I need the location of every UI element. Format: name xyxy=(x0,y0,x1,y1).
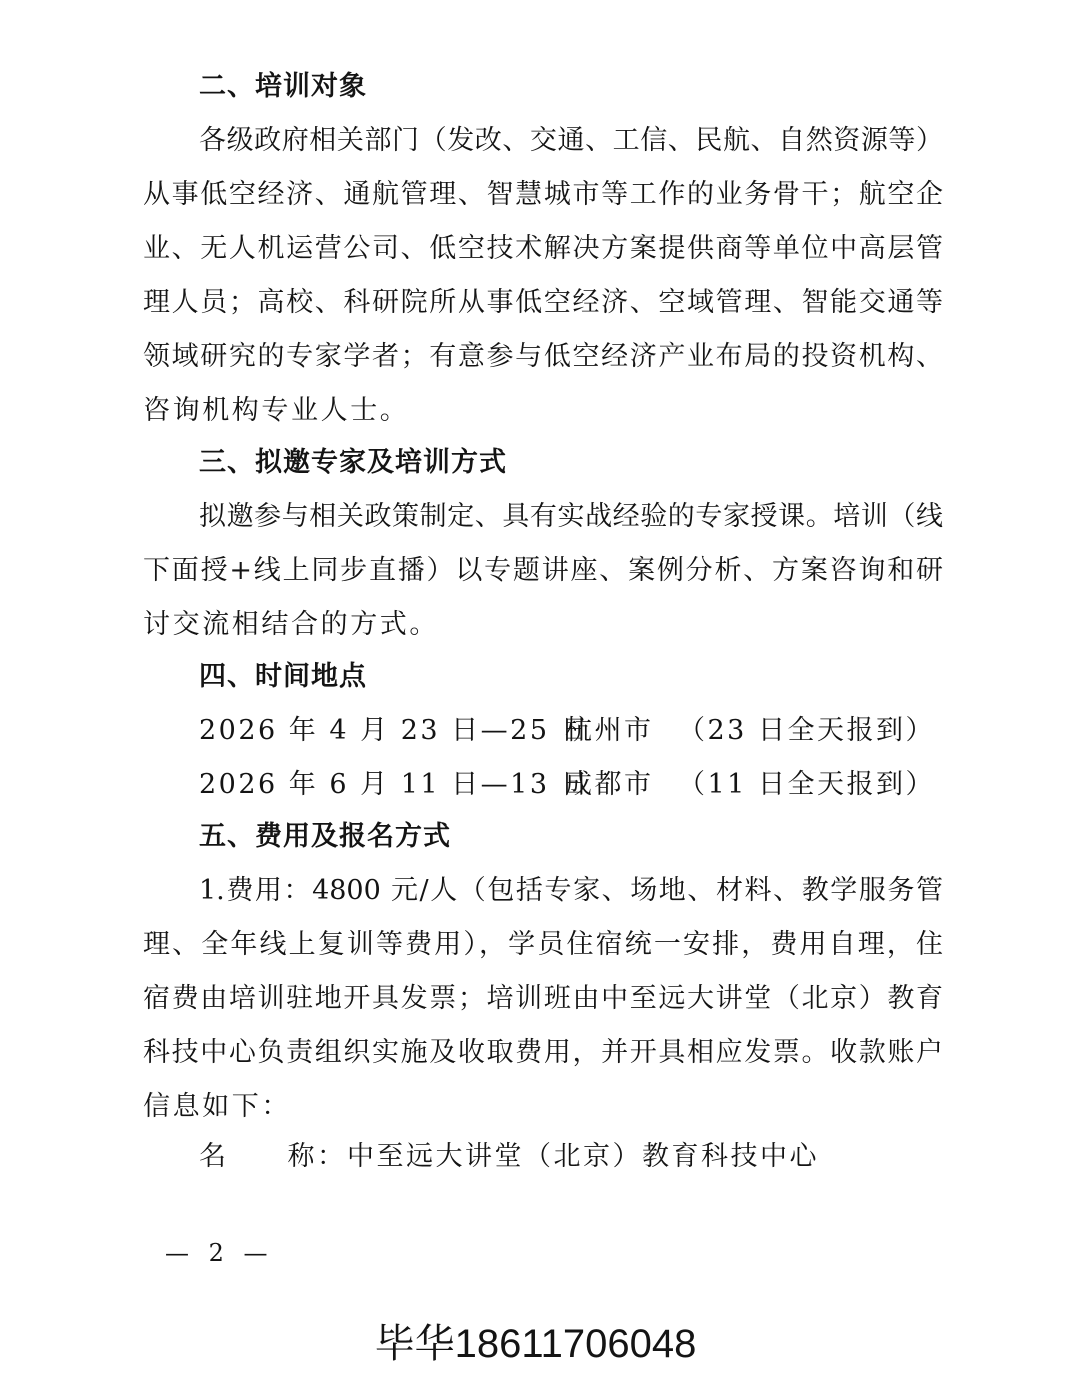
schedule-city: 杭州市 xyxy=(565,715,654,746)
paragraph-line: 拟邀参与相关政策制定、具有实战经验的专家授课。培训（线 xyxy=(199,501,943,532)
section-heading: 三、拟邀专家及培训方式 xyxy=(199,447,507,478)
schedule-note: （23 日全天报到） xyxy=(678,715,935,746)
section-heading: 五、费用及报名方式 xyxy=(199,821,451,852)
contact-watermark: 毕华18611706048 xyxy=(374,1322,697,1366)
schedule-date: 2026 年 4 月 23 日—25 日 xyxy=(199,715,591,746)
paragraph-line: 理人员；高校、科研院所从事低空经济、空域管理、智能交通等 xyxy=(143,287,943,318)
paragraph-line: 科技中心负责组织实施及收取费用，并开具相应发票。收款账户 xyxy=(143,1037,943,1068)
schedule-city: 成都市 xyxy=(565,769,654,800)
paragraph-line: 信息如下： xyxy=(143,1091,291,1122)
schedule-note: （11 日全天报到） xyxy=(678,769,935,800)
paragraph-line: 领域研究的专家学者；有意参与低空经济产业布局的投资机构、 xyxy=(143,341,943,372)
account-name-value: 中至远大讲堂（北京）教育科技中心 xyxy=(347,1141,819,1172)
paragraph-line: 各级政府相关部门（发改、交通、工信、民航、自然资源等） xyxy=(199,125,943,156)
paragraph-line: 下面授+线上同步直播）以专题讲座、案例分析、方案咨询和研 xyxy=(143,555,943,586)
paragraph-line: 1.费用：4800 元/人（包括专家、场地、材料、教学服务管 xyxy=(199,875,943,906)
account-name-label: 名 称： xyxy=(199,1141,347,1172)
paragraph-line: 咨询机构专业人士。 xyxy=(143,395,410,426)
page-number: — 2 — xyxy=(165,1239,274,1267)
section-heading: 四、时间地点 xyxy=(199,661,367,692)
paragraph-line: 宿费由培训驻地开具发票；培训班由中至远大讲堂（北京）教育 xyxy=(143,983,943,1014)
schedule-date: 2026 年 6 月 11 日—13 日 xyxy=(199,769,591,800)
paragraph-line: 理、全年线上复训等费用），学员住宿统一安排，费用自理，住 xyxy=(143,929,943,960)
paragraph-line: 从事低空经济、通航管理、智慧城市等工作的业务骨干；航空企 xyxy=(143,179,943,210)
paragraph-line: 讨交流相结合的方式。 xyxy=(143,609,439,640)
section-heading: 二、培训对象 xyxy=(199,71,367,102)
paragraph-line: 业、无人机运营公司、低空技术解决方案提供商等单位中高层管 xyxy=(143,233,943,264)
